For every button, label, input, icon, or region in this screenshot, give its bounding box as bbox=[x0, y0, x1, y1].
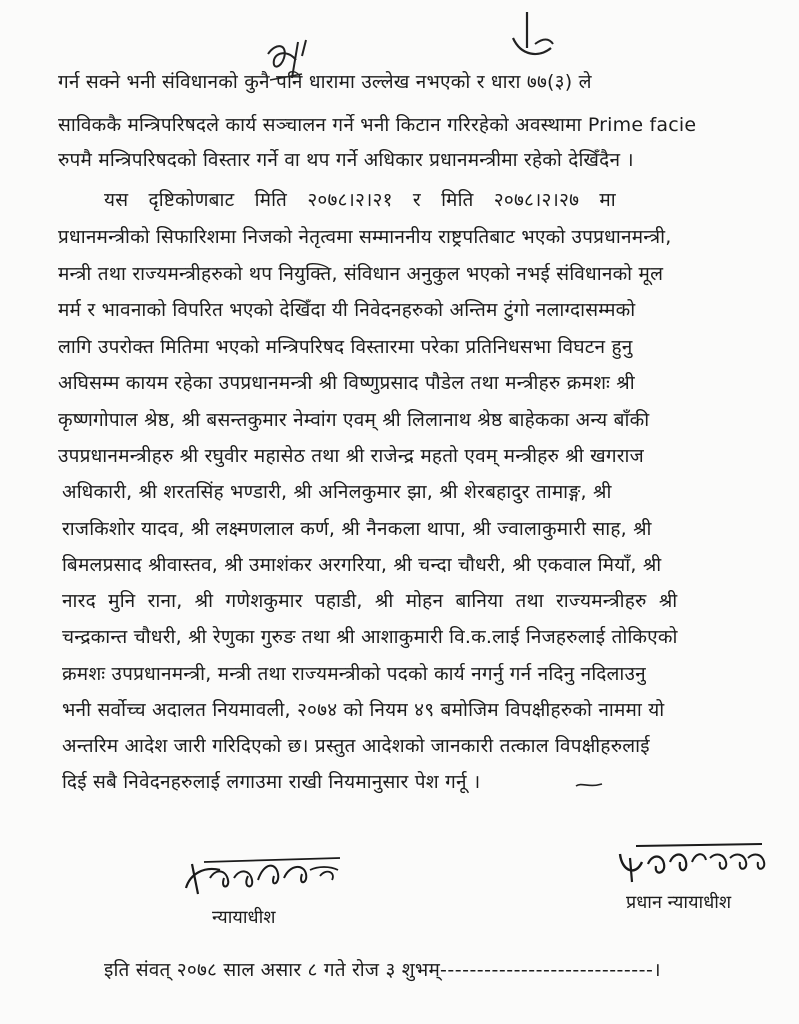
text-line-12: अधिकारी, श्री शरतसिंह भण्डारी, श्री अनिलकुमार झा, श्री शेरबहादुर तामाङ्ग, श्री bbox=[62, 481, 612, 503]
text-line-17: क्रमशः उपप्रधानमन्त्री, मन्त्री तथा राज्यमन्त्रीको पदको कार्य नगर्नु गर्न नदिनु नदिलाउनु bbox=[62, 663, 646, 685]
handwritten-initial-mark-2 bbox=[505, 8, 560, 68]
footer-dashes: ----------------------------- bbox=[440, 959, 654, 981]
text-line-15: नारद मुनि राना, श्री गणेशकुमार पहाडी, श्री मोहन बानिया तथा राज्यमन्त्रीहरु श्री bbox=[62, 590, 678, 612]
footer-text: इति संवत् २०७८ साल असार ८ गते रोज ३ शुभम् bbox=[104, 959, 441, 981]
right-signature bbox=[612, 832, 772, 892]
text-line-19: अन्तरिम आदेश जारी गरिदिएको छ। प्रस्तुत आदेशको जानकारी तत्काल विपक्षीहरुलाई bbox=[62, 735, 650, 757]
text-line-11: उपप्रधानमन्त्रीहरु श्री रघुवीर महासेठ तथा श्री राजेन्द्र महतो एवम् मन्त्रीहरु श्री खगराज bbox=[58, 445, 644, 467]
text-line-7: मर्म र भावनाको विपरित भएको देखिँदा यी निवेदनहरुको अन्तिम टुंगो नलाग्दासम्मको bbox=[58, 299, 636, 321]
footer-end: । bbox=[653, 959, 661, 981]
left-signature bbox=[180, 848, 355, 908]
text-line-6: मन्त्री तथा राज्यमन्त्रीहरुको थप नियुक्ति, संविधान अनुकुल भएको नभई संविधानको मूल bbox=[58, 263, 664, 285]
text-line-4: यस दृष्टिकोणबाट मिति २०७८।२।२१ र मिति २०७८।२।२७ मा bbox=[104, 189, 616, 211]
text-line-1: गर्न सक्ने भनी संविधानको कुनै पनि धारामा उल्लेख नभएको र धारा ७७(३) ले bbox=[58, 71, 592, 93]
text-line-14: बिमलप्रसाद श्रीवास्तव, श्री उमाशंकर अरगरिया, श्री चन्दा चौधरी, श्री एकवाल मियाँ, श्री bbox=[62, 554, 662, 576]
end-tick-mark bbox=[574, 778, 604, 792]
text-line-9: अघिसम्म कायम रहेका उपप्रधानमन्त्री श्री विष्णुप्रसाद पौडेल तथा मन्त्रीहरु क्रमशः श्री bbox=[58, 372, 635, 394]
text-line-5: प्रधानमन्त्रीको सिफारिशमा निजको नेतृत्वमा सम्माननीय राष्ट्रपतिबाट भएको उपप्रधानमन्त्री, bbox=[58, 226, 672, 248]
footer-line bbox=[104, 958, 661, 982]
text-line-13: राजकिशोर यादव, श्री लक्ष्मणलाल कर्ण, श्री नैनकला थापा, श्री ज्वालाकुमारी साह, श्री bbox=[62, 518, 652, 540]
text-line-20: दिई सबै निवेदनहरुलाई लगाउमा राखी नियमानुसार पेश गर्नू । bbox=[62, 771, 481, 793]
text-line-3: रुपमै मन्त्रिपरिषदको विस्तार गर्ने वा थप गर्ने अधिकार प्रधानमन्त्रीमा रहेको देखिँदैन । bbox=[58, 149, 634, 171]
text-line-2: साविककै मन्त्रिपरिषदले कार्य सञ्चालन गर्ने भनी किटान गरिरहेको अवस्थामा Prime facie bbox=[58, 114, 697, 136]
text-line-10: कृष्णगोपाल श्रेष्ठ, श्री बसन्तकुमार नेम्वांग एवम् श्री लिलानाथ श्रेष्ठ बाहेकका अन्य बाँकी bbox=[58, 409, 650, 431]
left-signature-label: न्यायाधीश bbox=[212, 907, 276, 928]
text-line-16: चन्द्रकान्त चौधरी, श्री रेणुका गुरुङ तथा श्री आशाकुमारी वि.क.लाई निजहरुलाई तोकिएको bbox=[62, 626, 678, 648]
text-line-8: लागि उपरोक्त मितिमा भएको मन्त्रिपरिषद विस्तारमा परेका प्रतिनिधसभा विघटन हुनु bbox=[58, 336, 633, 358]
right-signature-label: प्रधान न्यायाधीश bbox=[626, 892, 732, 913]
text-line-18: भनी सर्वोच्च अदालत नियमावली, २०७४ को नियम ४९ बमोजिम विपक्षीहरुको नाममा यो bbox=[62, 699, 665, 721]
